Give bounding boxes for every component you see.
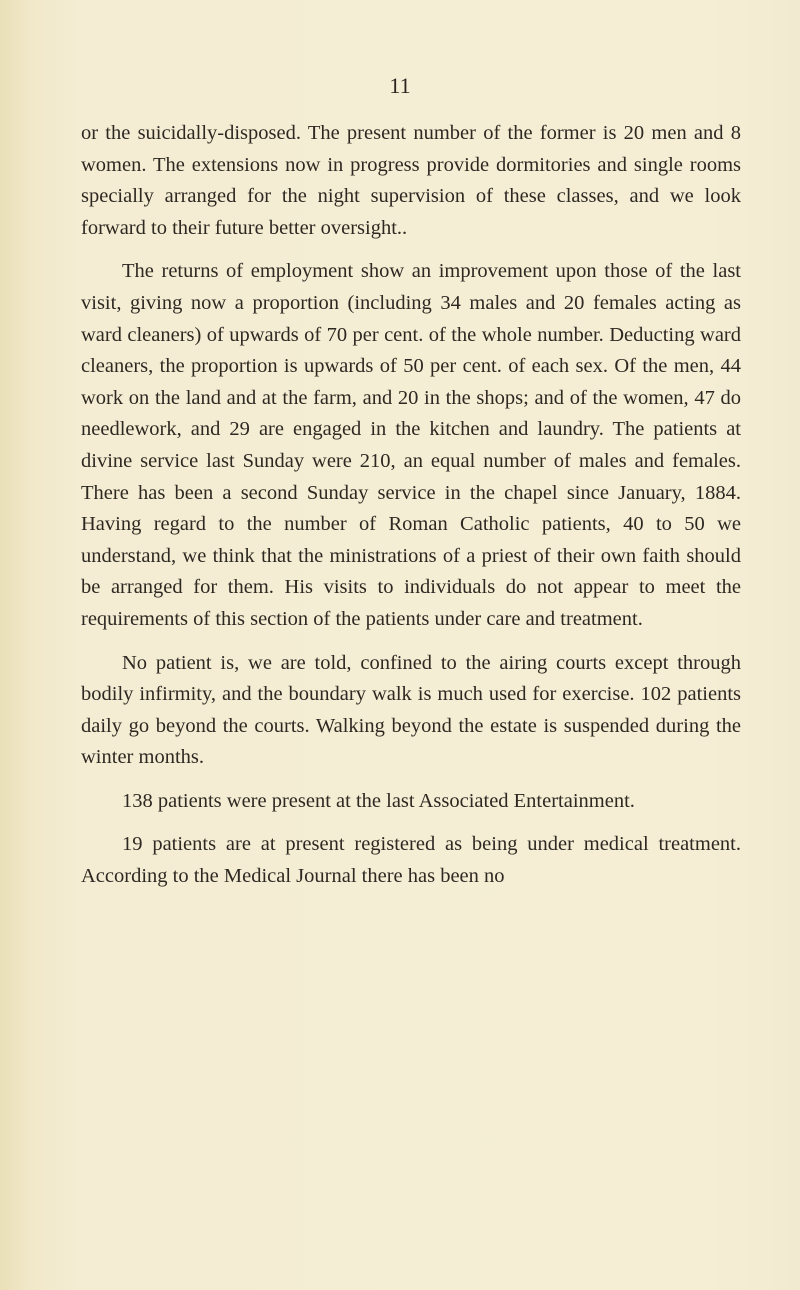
paragraph-entertainment: 138 patients were present at the last Associated Entertainment. [122,789,635,812]
paragraph-exercise: No patient is, we are told, confined to the airing courts except through bodily infirmity, and the boundary walk is much used for exercise. 102 patients daily go beyond the courts. Walking beyond the estate is suspended during the winter months. [81,651,741,769]
page-number: 11 [389,73,411,98]
body-text [81,118,741,905]
paragraph-employment: The returns of employment show an improvement upon those of the last visit, giving now a proportion (including 34 males and 20 females acting as ward cleaners) of upwards of 70 per cent. of the whole number. Deducting ward cleaners, the proportion is upwards of 50 per cent. of each sex. Of the men, 44 work on the land and at the farm, and 20 in the shops; and of the women, 47 do needlework, and 29 are engaged in the kitchen and laundry. The patients at divine service last Sunday were 210, an equal number of males and females. There has been a second Sunday service in the chapel since January, 1884. Having regard to the number of Roman Catholic patients, 40 to 50 we understand, we think that the ministrations of a priest of their own faith should be arranged for them. His visits to individuals do not appear to meet the requirements of this section of the patients under care and treatment. [81,260,741,630]
paragraph-medical-treatment: 19 patients are at present registered as being under medical treatment. According to the Medical Journal there has been no [81,833,741,888]
paragraph-continuation: or the suicidally-disposed. The present number of the former is 20 men and 8 women. The extensions now in progress provide dormitories and single rooms specially arranged for the night supervision of these classes, and we look forward to their future better oversight.. [81,122,741,239]
